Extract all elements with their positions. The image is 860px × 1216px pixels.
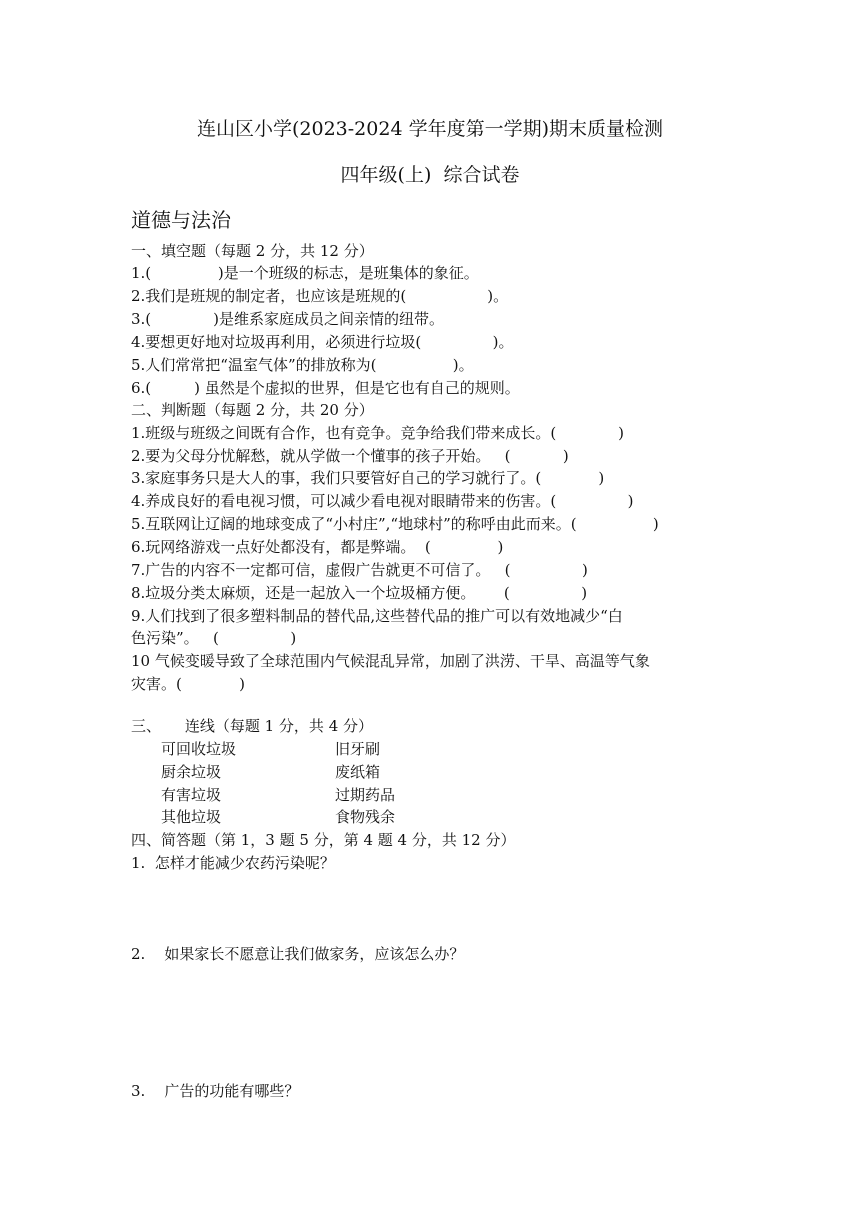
match-left-item: 厨余垃圾 [161,763,222,781]
match-right-item: 废纸箱 [335,763,381,781]
match-left-item: 有害垃圾 [161,786,222,804]
fill-blank-item: 6.( ) 虽然是个虚拟的世界，但是它也有自己的规则。 [131,379,520,397]
short-answer-question: 3. 广告的功能有哪些？ [131,1082,300,1100]
match-right-item: 过期药品 [335,786,396,804]
exam-title: 连山区小学(2023-2024 学年度第一学期)期末质量检测 [197,118,663,140]
true-false-item: 2.要为父母分忧解愁，就从学做一个懂事的孩子开始。 ( ) [131,447,569,465]
true-false-item: 4.养成良好的看电视习惯，可以减少看电视对眼睛带来的伤害。( ) [131,492,634,510]
section1-heading: 一、填空题（每题 2 分，共 12 分） [131,242,374,260]
true-false-item: 10 气候变暖导致了全球范围内气候混乱异常，加剧了洪涝、干旱、高温等气象 [131,652,650,670]
match-right-item: 食物残余 [335,808,396,826]
fill-blank-item: 3.( )是维系家庭成员之间亲情的纽带。 [131,310,445,328]
fill-blank-item: 2.我们是班规的制定者，也应该是班规的( )。 [131,287,509,305]
true-false-item-cont: 色污染”。 ( ) [131,629,297,647]
true-false-item: 3.家庭事务只是大人的事，我们只要管好自己的学习就行了。( ) [131,469,605,487]
fill-blank-item: 1.( )是一个班级的标志，是班集体的象征。 [131,264,479,282]
true-false-item: 9.人们找到了很多塑料制品的替代品,这些替代品的推广可以有效地减少“白 [131,607,623,625]
true-false-item: 7.广告的内容不一定都可信，虚假广告就更不可信了。 ( ) [131,561,588,579]
true-false-item: 1.班级与班级之间既有合作，也有竞争。竞争给我们带来成长。( ) [131,424,625,442]
short-answer-question: 2. 如果家长不愿意让我们做家务，应该怎么办？ [131,945,465,963]
fill-blank-item: 5.人们常常把“温室气体”的排放称为( )。 [131,356,474,374]
short-answer-question: 1. 怎样才能减少农药污染呢？ [131,854,335,872]
true-false-item: 8.垃圾分类太麻烦，还是一起放入一个垃圾桶方便。 ( ) [131,584,588,602]
true-false-item: 5.互联网让辽阔的地球变成了“小村庄”,“地球村”的称呼由此而来。( ) [131,515,659,533]
section4-heading: 四、简答题（第 1，3 题 5 分，第 4 题 4 分，共 12 分） [131,831,516,849]
section2-heading: 二、判断题（每题 2 分，共 20 分） [131,401,374,419]
true-false-item-cont: 灾害。( ) [131,675,245,693]
fill-blank-item: 4.要想更好地对垃圾再利用，必须进行垃圾( )。 [131,333,514,351]
match-right-item: 旧牙刷 [335,740,381,758]
match-left-item: 可回收垃圾 [161,740,237,758]
section3-heading: 三、 连线（每题 1 分，共 4 分） [131,717,374,735]
true-false-item: 6.玩网络游戏一点好处都没有，都是弊端。 ( ) [131,538,504,556]
exam-subtitle: 四年级(上) 综合试卷 [340,164,520,186]
subject-heading: 道德与法治 [131,208,231,232]
match-left-item: 其他垃圾 [161,808,222,826]
